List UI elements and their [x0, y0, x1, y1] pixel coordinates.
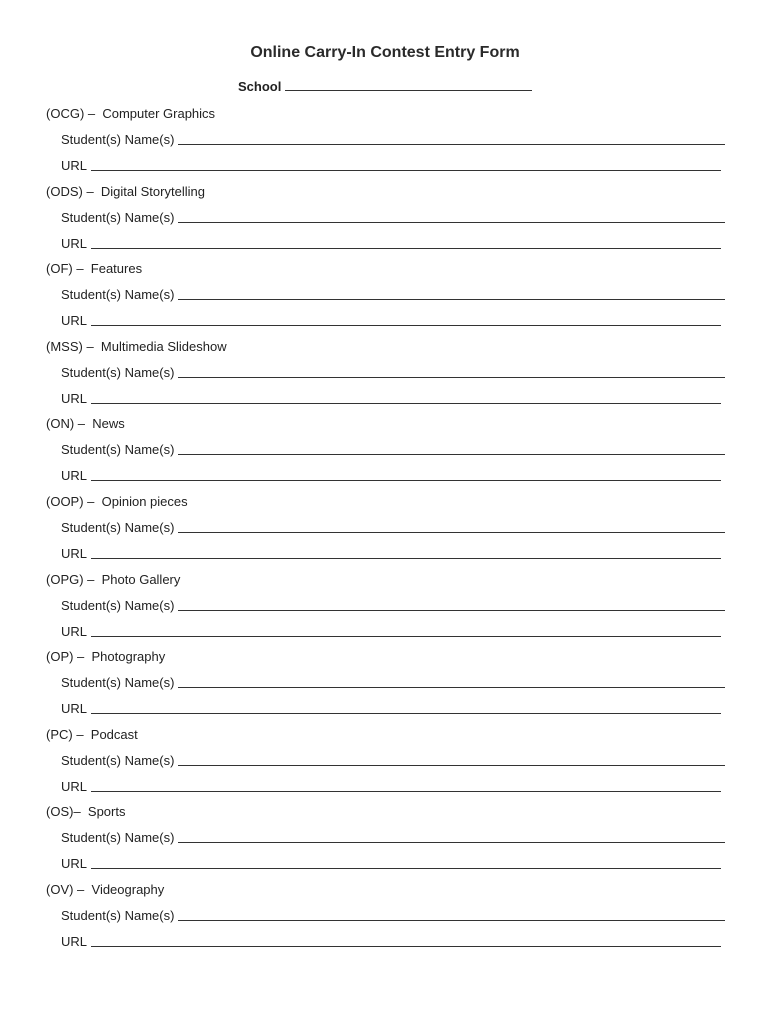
students-blank-line[interactable] — [178, 610, 725, 611]
url-blank-line[interactable] — [91, 868, 721, 869]
url-blank-line[interactable] — [91, 170, 721, 171]
category-list — [0, 104, 770, 958]
students-field — [61, 440, 725, 460]
url-field — [61, 466, 721, 486]
students-field — [61, 596, 725, 616]
students-field — [61, 208, 725, 228]
category-label: (ODS) – Digital Storytelling — [46, 183, 205, 199]
url-label: URL — [61, 545, 88, 561]
category-label: (PC) – Podcast — [46, 726, 138, 742]
category-opg — [0, 570, 770, 648]
url-blank-line[interactable] — [91, 636, 721, 637]
category-label: (OV) – Videography — [46, 881, 165, 897]
url-label: URL — [61, 933, 88, 949]
url-blank-line[interactable] — [91, 325, 721, 326]
category-label: (ON) – News — [46, 416, 125, 432]
category-label: (MSS) – Multimedia Slideshow — [46, 338, 227, 354]
url-blank-line[interactable] — [91, 558, 721, 559]
students-label: Student(s) Name(s) — [61, 519, 175, 535]
students-field — [61, 673, 725, 693]
students-label: Student(s) Name(s) — [61, 132, 175, 147]
students-blank-line[interactable] — [178, 532, 725, 533]
students-field — [61, 363, 725, 383]
category-ods — [0, 182, 770, 260]
students-field — [61, 518, 725, 538]
students-blank-line[interactable] — [178, 842, 725, 843]
category-label: (OS)– Sports — [46, 804, 126, 820]
category-mss — [0, 337, 770, 415]
url-field — [61, 544, 721, 564]
students-label: Student(s) Name(s) — [61, 830, 175, 846]
url-label: URL — [61, 390, 88, 406]
students-label: Student(s) Name(s) — [61, 752, 175, 768]
url-blank-line[interactable] — [91, 946, 721, 947]
url-label: URL — [61, 701, 88, 717]
url-field — [61, 311, 721, 331]
url-field — [61, 777, 721, 797]
students-field — [61, 828, 725, 848]
students-blank-line[interactable] — [178, 765, 725, 766]
category-ocg — [0, 104, 770, 182]
category-label: (OCG) – Computer Graphics — [46, 106, 216, 121]
url-label: URL — [61, 313, 88, 329]
form-title: Online Carry-In Contest Entry Form — [250, 44, 520, 61]
students-label: Student(s) Name(s) — [61, 287, 175, 303]
students-blank-line[interactable] — [178, 920, 725, 921]
school-blank-line[interactable] — [285, 90, 532, 91]
school-field — [238, 76, 538, 94]
students-field — [61, 130, 725, 150]
students-label: Student(s) Name(s) — [61, 597, 175, 613]
url-blank-line[interactable] — [91, 713, 721, 714]
students-label: Student(s) Name(s) — [61, 364, 175, 380]
url-field — [61, 622, 721, 642]
students-field — [61, 906, 725, 926]
students-label: Student(s) Name(s) — [61, 442, 175, 458]
url-field — [61, 156, 721, 176]
url-field — [61, 389, 721, 409]
students-blank-line[interactable] — [178, 687, 725, 688]
category-op — [0, 647, 770, 725]
category-label: (OOP) – Opinion pieces — [46, 493, 188, 509]
category-os — [0, 802, 770, 880]
category-label: (OP) – Photography — [46, 649, 166, 665]
students-label: Student(s) Name(s) — [61, 209, 175, 225]
category-of — [0, 259, 770, 337]
url-blank-line[interactable] — [91, 248, 721, 249]
url-blank-line[interactable] — [91, 791, 721, 792]
students-label: Student(s) Name(s) — [61, 675, 175, 691]
category-pc — [0, 725, 770, 803]
students-label: Student(s) Name(s) — [61, 907, 175, 923]
students-field — [61, 751, 725, 771]
url-label: URL — [61, 235, 88, 251]
url-blank-line[interactable] — [91, 403, 721, 404]
category-on — [0, 414, 770, 492]
students-field — [61, 285, 725, 305]
url-label: URL — [61, 856, 88, 872]
category-label: (OPG) – Photo Gallery — [46, 571, 181, 587]
url-label: URL — [61, 623, 88, 639]
students-blank-line[interactable] — [178, 222, 725, 223]
students-blank-line[interactable] — [178, 377, 725, 378]
students-blank-line[interactable] — [178, 299, 725, 300]
students-blank-line[interactable] — [178, 144, 725, 145]
students-blank-line[interactable] — [178, 454, 725, 455]
url-field — [61, 854, 721, 874]
category-label: (OF) – Features — [46, 261, 143, 277]
url-field — [61, 234, 721, 254]
school-label: School — [238, 79, 282, 94]
url-label: URL — [61, 468, 88, 484]
url-field — [61, 699, 721, 719]
url-label: URL — [61, 158, 88, 173]
url-blank-line[interactable] — [91, 480, 721, 481]
url-field — [61, 932, 721, 952]
category-oop — [0, 492, 770, 570]
url-label: URL — [61, 778, 88, 794]
category-ov — [0, 880, 770, 958]
